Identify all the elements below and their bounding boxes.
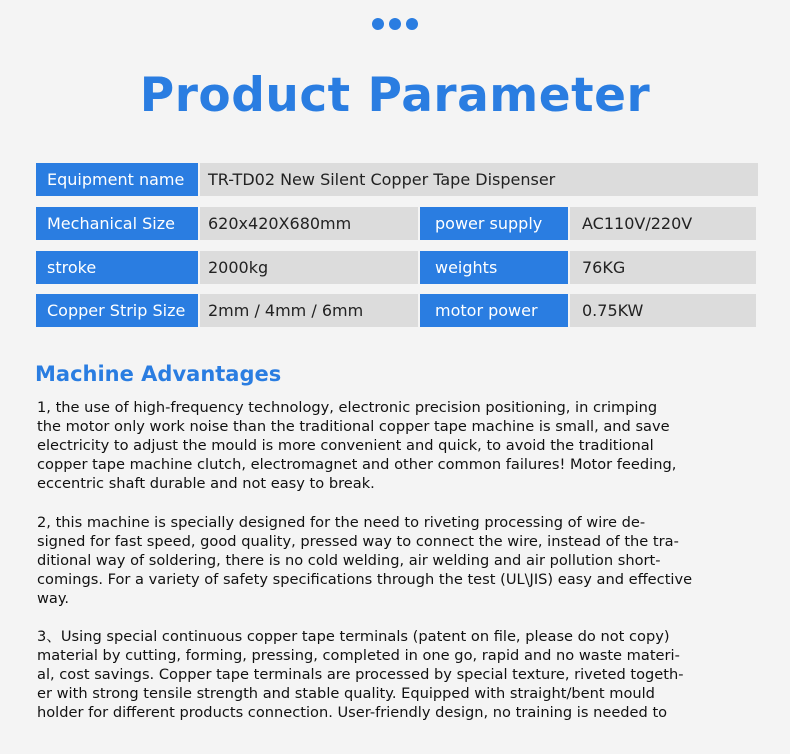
dot (389, 18, 401, 30)
copper-strip-size-value: 2mm / 4mm / 6mm (200, 294, 418, 327)
equipment-name-value: TR-TD02 New Silent Copper Tape Dispenser (200, 163, 758, 196)
equipment-name-label: Equipment name (36, 163, 198, 196)
motor-power-value: 0.75KW (570, 294, 756, 327)
mechanical-size-label: Mechanical Size (36, 207, 198, 240)
dot (406, 18, 418, 30)
mechanical-size-value: 620x420X680mm (200, 207, 418, 240)
param-row-mechanical (36, 207, 756, 240)
motor-power-label: motor power (420, 294, 568, 327)
advantage-paragraph-2: 2, this machine is specially designed for the need to riveting processing of wire de- signed for fast speed, good quality, pressed way to connect the wire, instead of the tra- ditional way of soldering, there is no cold welding, air welding and air pollution short- comings. For a variety of safety specifications through the test (UL\JIS) easy and effective way. (37, 514, 693, 607)
page-title: Product Parameter (139, 68, 651, 123)
advantage-paragraph-1: 1, the use of high-frequency technology, electronic precision positioning, in crimping the motor only work noise than the traditional copper tape machine is small, and save electricity to adjust the mould is more convenient and quick, to avoid the traditional copper tape machine clutch, electromagnet and other common failures! Motor feeding, eccentric shaft durable and not easy to break. (37, 399, 677, 492)
dot (372, 18, 384, 30)
weights-label: weights (420, 251, 568, 284)
power-supply-value: AC110V/220V (570, 207, 756, 240)
param-row-equipment (36, 163, 758, 196)
power-supply-label: power supply (420, 207, 568, 240)
stroke-value: 2000kg (200, 251, 418, 284)
copper-strip-size-label: Copper Strip Size (36, 294, 198, 327)
weights-value: 76KG (570, 251, 756, 284)
advantages-heading: Machine Advantages (35, 362, 282, 386)
advantage-paragraph-3: 3、Using special continuous copper tape terminals (patent on file, please do not copy) material by cutting, forming, pressing, completed in one go, rapid and no waste materi- al, cost savings. Copper tape terminals are processed by special texture, riveted togeth- er with strong tensile strength and stable quality. Equipped with straight/bent mould holder for different products connection. User-friendly design, no training is needed to (37, 628, 684, 721)
param-row-copper-strip (36, 294, 756, 327)
decorative-dots (0, 18, 790, 30)
stroke-label: stroke (36, 251, 198, 284)
param-row-stroke (36, 251, 756, 284)
